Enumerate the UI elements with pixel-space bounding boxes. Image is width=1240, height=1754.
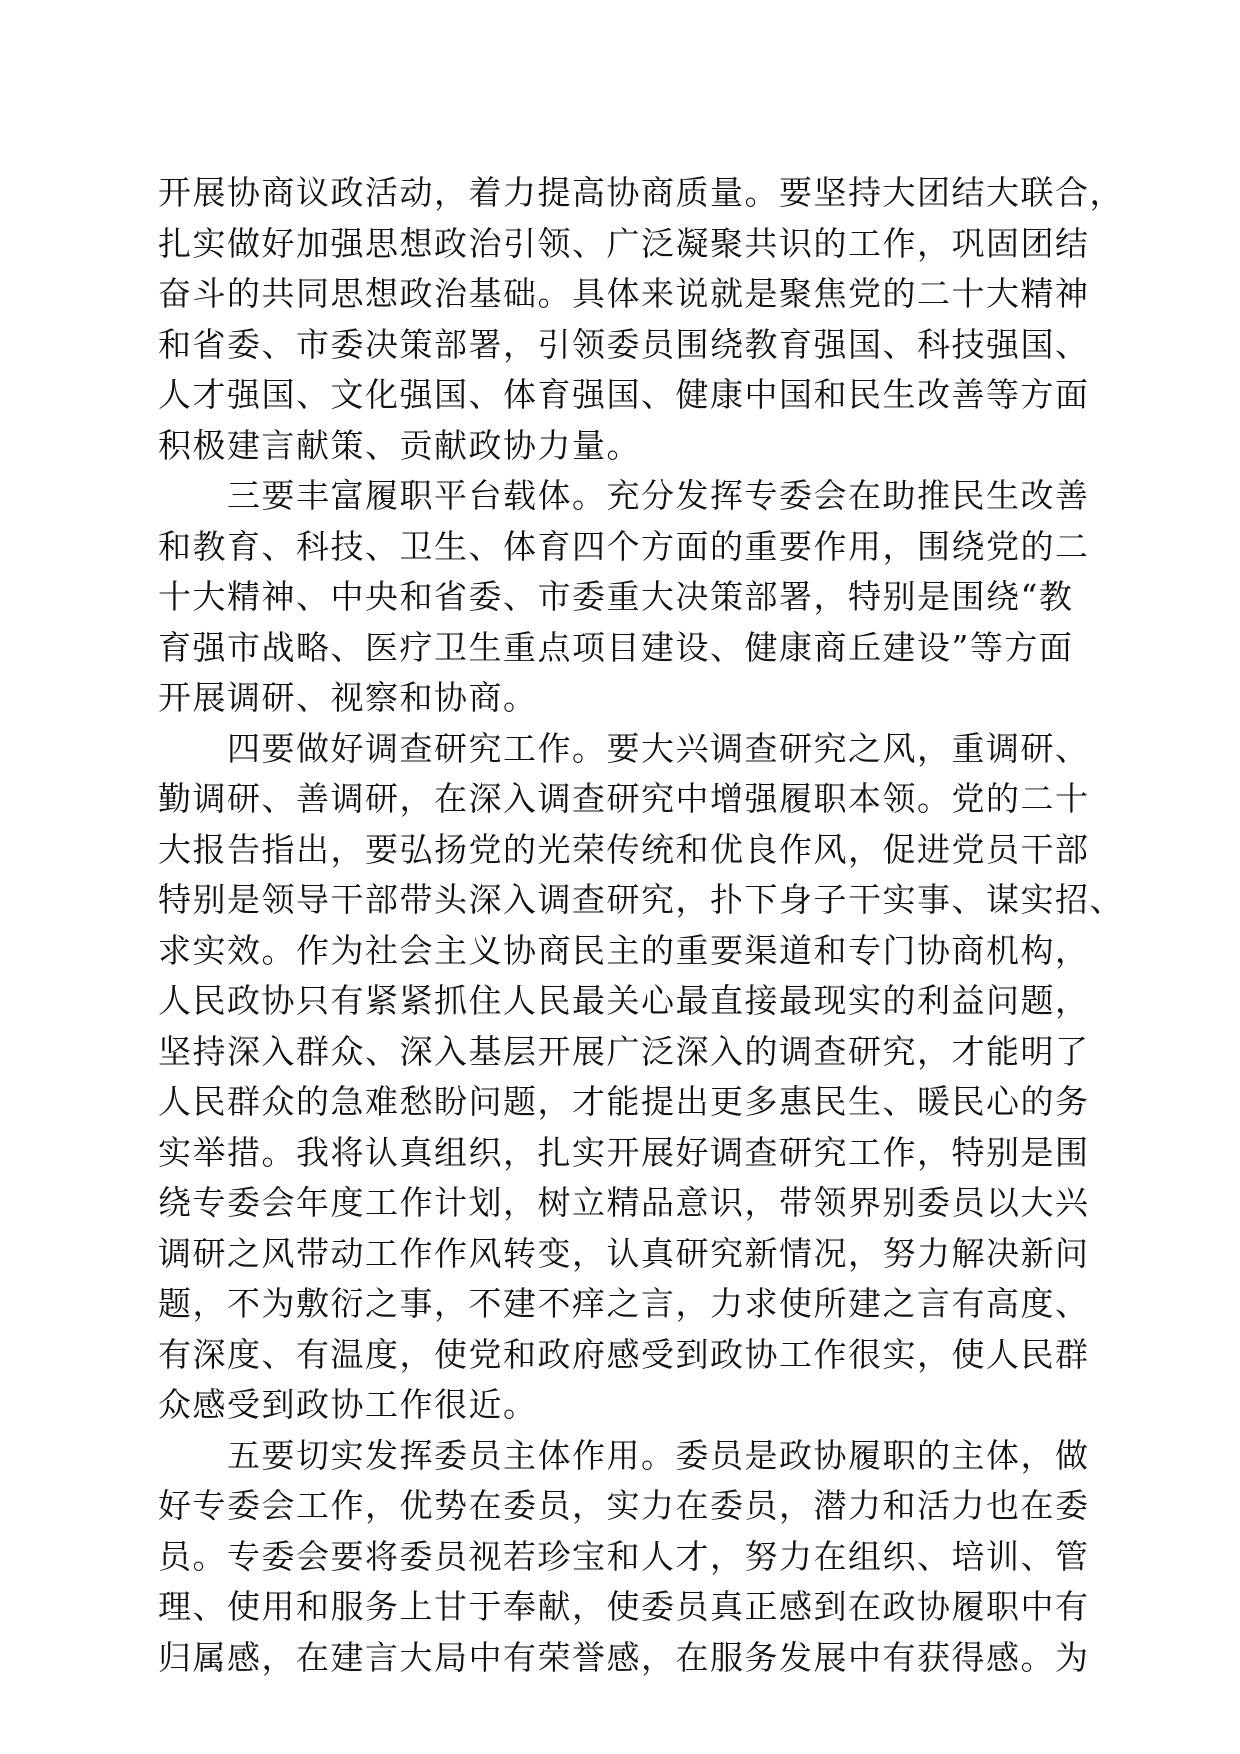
- text-line: 题，不为敷衍之事，不建不痒之言，力求使所建之言有高度、: [158, 1284, 1090, 1323]
- text-line: 大报告指出，要弘扬党的光荣传统和优良作风，促进党员干部: [158, 829, 1090, 869]
- paragraph-3-start: 三要丰富履职平台载体。充分发挥专委会在助推民生改善: [158, 476, 1090, 515]
- text-line: 开展调研、视察和协商。: [158, 678, 538, 717]
- text-line: 特别是领导干部带头深入调查研究，扑下身子干实事、谋实招、: [158, 880, 1124, 919]
- paragraph-5-start: 五要切实发挥委员主体作用。委员是政协履职的主体，做: [158, 1435, 1090, 1475]
- text-line: 好专委会工作，优势在委员，实力在委员，潜力和活力也在委: [158, 1486, 1090, 1525]
- text-line: 理、使用和服务上甘于奉献，使委员真正感到在政协履职中有: [158, 1587, 1090, 1626]
- text-line: 员。专委会要将委员视若珍宝和人才，努力在组织、培训、管: [158, 1536, 1090, 1576]
- text-line: 有深度、有温度，使党和政府感受到政协工作很实，使人民群: [158, 1334, 1090, 1374]
- body-text: [158, 168, 1124, 1683]
- text-line: 绕专委会年度工作计划，树立精品意识，带领界别委员以大兴: [158, 1183, 1090, 1222]
- text-line: 育强市战略、医疗卫生重点项目建设、健康商丘建设”等方面: [158, 627, 1074, 667]
- text-line: 人才强国、文化强国、体育强国、健康中国和民生改善等方面: [158, 375, 1090, 414]
- text-line: 扎实做好加强思想政治引领、广泛凝聚共识的工作，巩固团结: [158, 223, 1090, 263]
- text-line: 归属感，在建言大局中有荣誉感，在服务发展中有获得感。为: [158, 1637, 1090, 1677]
- paragraph-4-start: 四要做好调查研究工作。要大兴调查研究之风，重调研、: [158, 728, 1090, 768]
- text-line: 和省委、市委决策部署，引领委员围绕教育强国、科技强国、: [158, 324, 1090, 364]
- text-line: 积极建言献策、贡献政协力量。: [158, 425, 641, 465]
- text-line: 求实效。作为社会主义协商民主的重要渠道和专门协商机构，: [158, 930, 1090, 970]
- text-line: 人民政协只有紧紧抓住人民最关心最直接最现实的利益问题，: [158, 981, 1090, 1020]
- text-line: 十大精神、中央和省委、市委重大决策部署，特别是围绕“教: [158, 577, 1074, 616]
- text-line: 坚持深入群众、深入基层开展广泛深入的调查研究，才能明了: [158, 1031, 1090, 1071]
- text-line: 调研之风带动工作作风转变，认真研究新情况，努力解决新问: [158, 1233, 1090, 1273]
- text-line: 勤调研、善调研，在深入调查研究中增强履职本领。党的二十: [158, 779, 1090, 818]
- text-line: 开展协商议政活动，着力提高协商质量。要坚持大团结大联合，: [158, 173, 1124, 212]
- text-line: 众感受到政协工作很近。: [158, 1385, 538, 1424]
- text-line: 实举措。我将认真组织，扎实开展好调查研究工作，特别是围: [158, 1132, 1090, 1172]
- text-line: 人民群众的急难愁盼问题，才能提出更多惠民生、暖民心的务: [158, 1082, 1090, 1121]
- text-line: 奋斗的共同思想政治基础。具体来说就是聚焦党的二十大精神: [158, 274, 1090, 313]
- text-line: 和教育、科技、卫生、体育四个方面的重要作用，围绕党的二: [158, 526, 1090, 566]
